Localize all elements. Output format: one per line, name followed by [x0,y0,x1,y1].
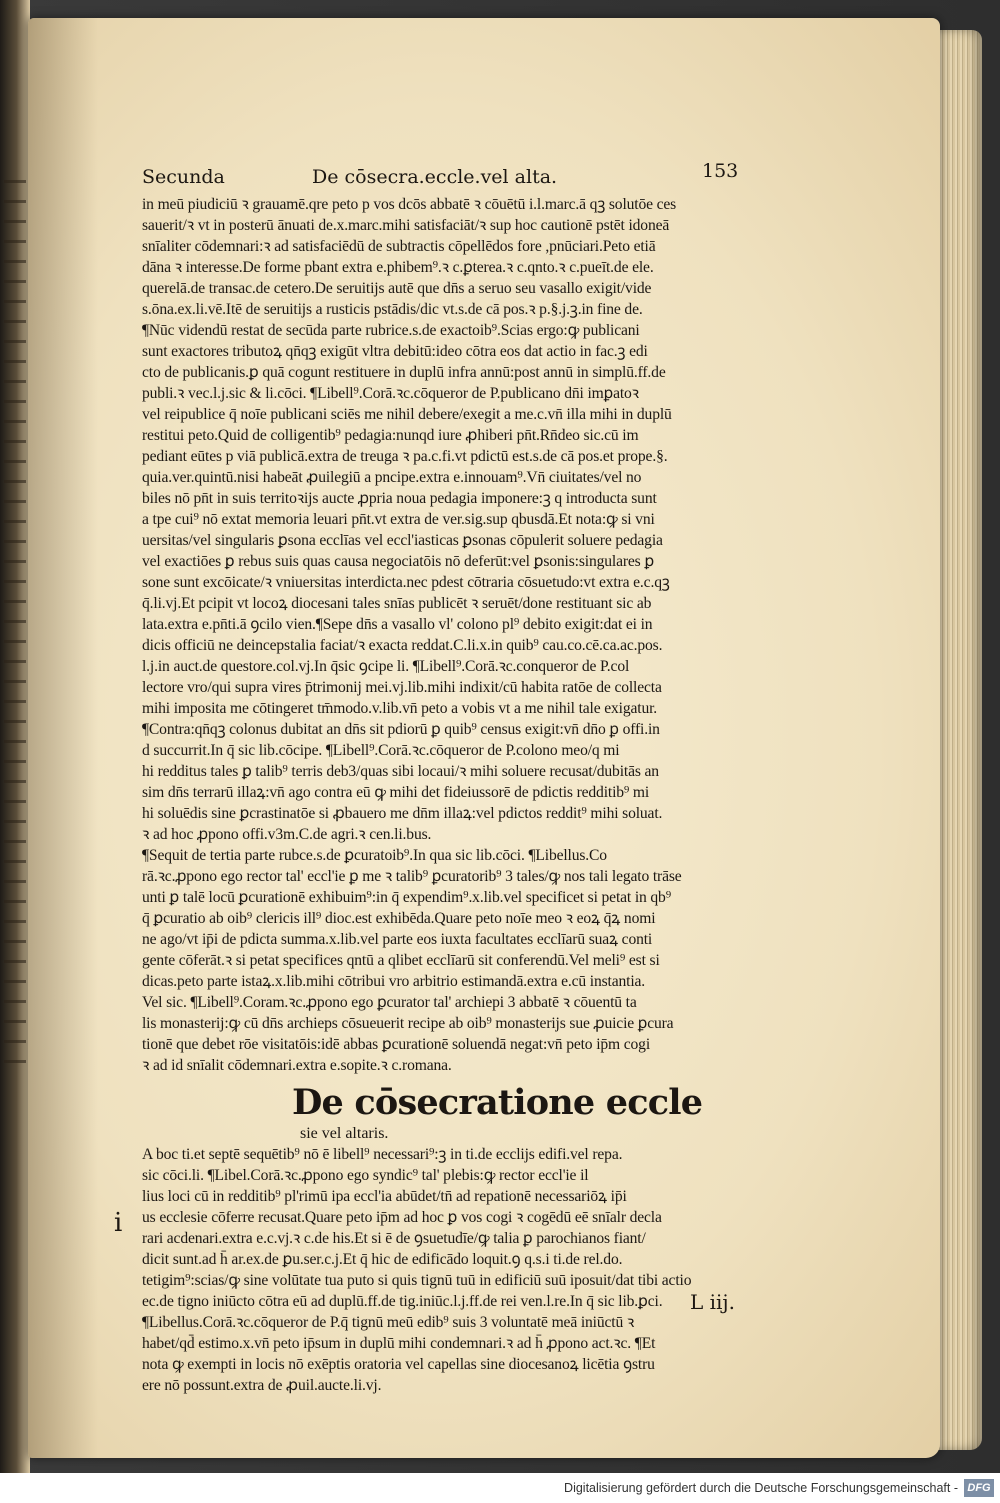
text-line: lius loci cū in redditib⁹ pl'rimū ipa eccl'ia abūdet/tn̄ ad repationē necessariōꝝ ip̄i [142,1188,627,1205]
text-line: q̄ ꝑcuratio ab oib⁹ clericis ill⁹ dioc.est exhibēda.Quare peto noīe meo ꝛ eoꝝ q̄ꝝ nomi [142,910,656,927]
section-subtitle: sie vel altaris. [300,1125,389,1142]
text-line: ne ago/vt ip̄i de pdicta summa.x.lib.vel parte eos iuxta facultates ecclīarū suaꝝ conti [142,931,653,948]
text-line: us ecclesie cōferre recusat.Quare peto ip̄m ad hoc ꝑ vos cogi ꝛ cogēdū eē snīalr decla [142,1209,662,1226]
text-line: mihi imposita me cōtingeret tm̄modo.v.lib.vn̄ peto a vobis vt a me nihil tale exigatur. [142,700,658,717]
text-line: lectore vro/qui supra vires p̄trimonij mei.vj.lib.mihi indixit/cū habita ratōe de collecta [142,679,662,696]
dfg-logo: DFG [964,1479,994,1497]
body-text-part1 [142,194,802,1076]
text-line: pediant eūtes p viā publicā.extra de treuga ꝛ pa.c.fi.vt pdictū est.s.de cā pos.et prope.§. [142,448,668,465]
text-line: ¶Contra:qn̄qꝫ colonus dubitat an dn̄s sit pdiorū ꝑ quib⁹ census exigit:vn̄ dn̄o ꝑ offi.in [142,721,660,738]
drop-initial: i [114,1208,123,1238]
text-line: ere nō possunt.extra de ꝓuil.aucte.li.vj. [142,1377,382,1394]
text-line: quia.ver.quintū.nisi habeāt ꝓuilegiū a pncipe.extra e.innouam⁹.Vn̄ ciuitates/vel no [142,469,642,486]
signature-mark: L iij. [690,1290,735,1314]
text-block [114,160,802,1396]
text-line: lis monasterij:ꝙ cū dn̄s archieps cōsueuerit recipe ab oib⁹ monasterijs sue ꝓuicie ꝑcura [142,1015,674,1032]
text-line: dicas.peto parte istaꝝ.x.lib.mihi cōtribui vro arbitrio estimandā.extra e.cū instantia. [142,973,646,990]
text-line: ¶Libellus.Corā.ꝛc.cōqueror de P.q̄ tignū meū edib⁹ suis 3 voluntatē meā iniūctū ꝛ [142,1314,635,1331]
text-line: sim dn̄s terrarū illaꝝ:vn̄ ago contra eū ꝙ mihi det fideiussorē de pdictis redditib⁹ mi [142,784,650,801]
text-line: habet/qd̄ estimo.x.vn̄ peto ip̄sum in duplū mihi condemnari.ꝛ ad h̄ ꝓpono act.ꝛc. ¶Et [142,1335,656,1352]
text-line: A boc ti.et septē sequētib⁹ nō ē libell⁹ necessari⁹:ꝫ in ti.de ecclijs edifi.vel repa. [142,1146,623,1163]
text-line: hi soluēdis sine ꝑcrastinatōe si ꝓbauero me dn̄m illaꝝ:vel pdictos reddit⁹ mihi soluat. [142,805,663,822]
text-line: ꝛ ad id snīalit cōdemnari.extra e.sopite.ꝛ c.romana. [142,1057,452,1074]
text-line: sone sunt excōicate/ꝛ vniuersitas interdicta.nec pdest cōtraria cōsuetudo:vt extra e.c.qꝫ [142,574,670,591]
gutter-shadow [28,18,98,1458]
running-header-left: Secunda [142,166,225,188]
text-line: vel reipublice q̄ noīe publicani sciēs me nihil debere/exegit a me.c.vn̄ illa mihi in duplū [142,406,672,423]
text-line: lata.extra e.pn̄ti.ā ꝯcilo vien.¶Sepe dn̄s a vasallo vl' colono pl⁹ debito exigit:dat ei in [142,616,653,633]
text-line: sunt exactores tributoꝝ qn̄qꝫ exigūt vltra debitū:ideo cōtra eos dat actio in fac.ꝫ edi [142,343,648,360]
body-text-part2 [142,1144,802,1396]
text-line: ¶Sequit de tertia parte rubce.s.de ꝑcuratoib⁹.In qua sic lib.cōci. ¶Libellus.Co [142,847,607,864]
text-line: dicit sunt.ad h̄ ar.ex.de ꝑu.ser.c.j.Et q̄ hic de edificādo loquit.ꝯ q.s.i ti.de rel.do. [142,1251,623,1268]
facing-page-text [4,180,26,1080]
text-line: vel exactiōes ꝑ rebus suis quas causa negociatōis nō deferūt:vel ꝑsonis:singulares ꝑ [142,553,655,570]
text-line: gente cōferāt.ꝛ si petat specifices qntū a qlibet ecclīarū sit conferendū.Vel meli⁹ est si [142,952,660,969]
funding-notice: Digitalisierung gefördert durch die Deutsche Forschungsgemeinschaft - [564,1481,958,1495]
text-line: publi.ꝛ vec.l.j.sic & li.cōci. ¶Libell⁹.Corā.ꝛc.cōqueror de P.publicano dn̄i imꝑatoꝛ [142,385,639,402]
text-line: ¶Nūc videndū restat de secūda parte rubrice.s.de exactoib⁹.Scias ergo:ꝙ publicani [142,322,640,339]
text-line: querelā.de transac.de cetero.De seruitijs autē que dn̄s a seruo seu vasallo exigit/vide [142,280,652,297]
text-line: nota ꝙ exempti in locis nō exēptis oratoria vel capellas sine diocesanoꝝ licētia ꝯstru [142,1356,655,1373]
text-line: rari acdenari.extra e.c.vj.ꝛ c.de his.Et si ē de ꝯsuetudīe/ꝙ talia ꝑ parochianos fiant/ [142,1230,646,1247]
text-line: unti ꝑ talē locū ꝑcurationē exhibuim⁹:in q̄ expendim⁹.x.lib.vel specificet si petat in qb⁹ [142,889,671,906]
text-line: Vel sic. ¶Libell⁹.Coram.ꝛc.ꝓpono ego ꝑcurator tal' archiepi 3 abbatē ꝛ cōuentū ta [142,994,637,1011]
text-line: sauerit/ꝛ vt in posterū ānuati de.x.marc.mihi satisfaciāt/ꝛ sup hoc cautionē pstēt idoneā [142,217,670,234]
text-line: uersitas/vel singularis ꝑsona ecclīas vel eccl'iasticas ꝑsonas cōpulerit soluere pedagia [142,532,663,549]
text-line: rā.ꝛc.ꝓpono ego rector tal' eccl'ie ꝑ me ꝛ talib⁹ ꝑcuratorib⁹ 3 tales/ꝙ nos tali legato trāse [142,868,682,885]
text-line: ꝛ ad hoc ꝓpono offi.v3m.C.de agri.ꝛ cen.li.bus. [142,826,432,843]
running-header-title: De cōsecra.eccle.vel alta. [312,166,558,188]
text-line: tetigim⁹:scias/ꝙ sine volūtate tua puto si quis tignū tuū in edificiū suū iposuit/dat tibi actio [142,1272,692,1289]
footer-bar [0,1473,1000,1503]
text-line: in meū piudiciū ꝛ grauamē.qre peto p vos dcōs abbatē ꝛ cōuētū i.l.marc.ā qꝫ solutōe ces [142,196,677,213]
folio-number: 153 [702,160,739,182]
text-line: ec.de tigno iniūcto cōtra eū ad duplū.ff.de tig.iniūc.l.j.ff.de rei ven.l.re.In q̄ sic lib.ꝑci. [142,1293,663,1310]
text-line: d succurrit.In q̄ sic lib.cōcipe. ¶Libell⁹.Corā.ꝛc.cōqueror de P.colono meo/q mi [142,742,620,759]
text-line: snīaliter cōdemnari:ꝛ ad satisfaciēdū de subtractis cōpellēdos fore ,pnūciari.Peto etiā [142,238,656,255]
text-line: l.j.in auct.de questore.col.vj.In q̄sic ꝯcipe li. ¶Libell⁹.Corā.ꝛc.conqueror de P.col [142,658,630,675]
text-line: dicis officiū ne deincepstalia faciat/ꝛ exacta reddat.C.li.x.in quib⁹ cau.co.cē.ca.ac.pos. [142,637,663,654]
text-line: s.ōna.ex.li.vē.Itē de seruitijs a rusticis pstādis/dic vt.s.de cā pos.ꝛ p.§.j.ꝫ.in fine de. [142,301,643,318]
text-line: a tpe cui⁹ nō extat memoria leuari pn̄t.vt extra de ver.sig.sup qbusdā.Et nota:ꝙ si vni [142,511,655,528]
book-page [28,18,940,1458]
section-title: De cōsecratione eccle [292,1082,703,1123]
facing-page-edge [0,0,30,1473]
text-line: sic cōci.li. ¶Libel.Corā.ꝛc.ꝓpono ego syndic⁹ tal' plebis:ꝙ rector eccl'ie il [142,1167,589,1184]
text-line: dāna ꝛ interesse.De forme pbant extra e.phibem⁹.ꝛ c.ꝑterea.ꝛ c.qnto.ꝛ c.pueīt.de ele. [142,259,654,276]
text-line: restitui peto.Quid de colligentib⁹ pedagia:nunqd iure ꝓhiberi pn̄t.Rn̄deo sic.cū im [142,427,639,444]
text-line: biles nō pn̄t in suis territoꝛijs aucte ꝓpria noua pedagia imponere:ꝫ q introducta sunt [142,490,657,507]
text-line: cto de publicanis.ꝑ quā cogunt restituere in duplū infra annū:post annū in simplū.ff.de [142,364,666,381]
text-line: hi redditus tales ꝑ talib⁹ terris deb3/quas sibi locaui/ꝛ mihi soluere recusat/dubitās an [142,763,659,780]
running-header [142,160,802,194]
text-line: tionē que debet rōe visitatōis:idē abbas ꝑcurationē soluendā negat:vn̄ peto ip̄m cogi [142,1036,650,1053]
text-line: q̄.li.vj.Et pcipit vt locoꝝ diocesani tales snīas publicēt ꝛ seruēt/done restituant sic ab [142,595,652,612]
